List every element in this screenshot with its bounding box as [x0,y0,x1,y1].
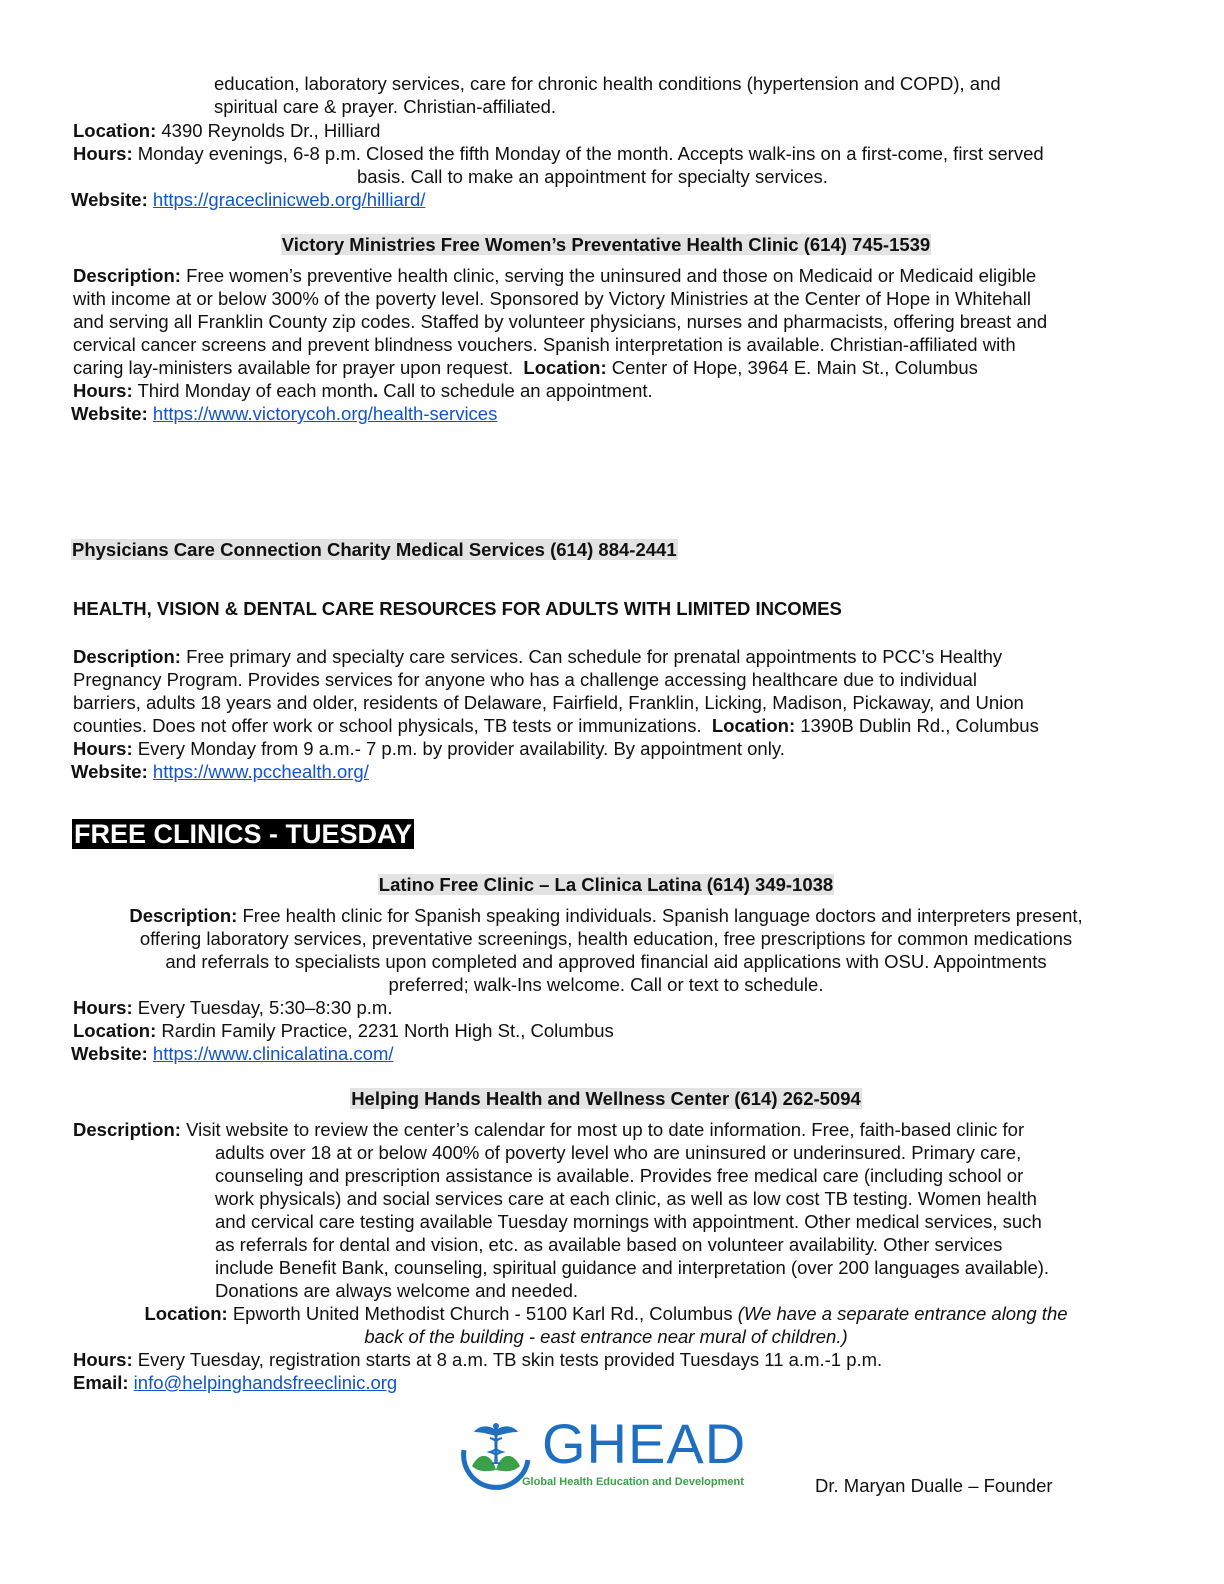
victory-website-link[interactable]: https://www.victorycoh.org/health-services [152,403,498,424]
location-value: Center of Hope, 3964 E. Main St., Columbus [611,357,978,378]
description-text: counties. Does not offer work or school physicals, TB tests or immunizations. [73,715,702,736]
ghead-logo [458,1412,758,1494]
victory-description-line: and serving all Franklin County zip codes. Staffed by volunteer physicians, nurses and pharmacists, offering breast and [73,311,1048,332]
website-label: Website: [71,761,148,782]
pcc-subtitle: HEALTH, VISION & DENTAL CARE RESOURCES FOR ADULTS WITH LIMITED INCOMES [73,598,842,619]
grace-hours [73,142,1044,165]
helping-description [73,1118,1024,1141]
pcc-description-line [73,714,1039,737]
victory-title: Victory Ministries Free Women’s Preventative Health Clinic (614) 745-1539 [281,234,931,255]
location-label: Location: [144,1303,228,1324]
grace-description-line: education, laboratory services, care for chronic health conditions (hypertension and COPD), and [214,73,1001,94]
pcc-description [73,645,1002,668]
grace-website-link[interactable]: https://graceclinicweb.org/hilliard/ [152,189,426,210]
helping-hours [73,1348,882,1371]
description-line: work physicals) and social services care at each clinic, as well as low cost TB testing. Women health [215,1188,1037,1209]
description-text: Free women’s preventive health clinic, serving the uninsured and those on Medicaid or Medicaid eligible [186,265,1037,286]
description-line: Donations are always welcome and needed. [215,1280,579,1301]
description-text: Visit website to review the center’s calendar for most up to date information. Free, faith-based clinic for [186,1119,1025,1140]
victory-description [73,264,1036,287]
pcc-description-line: Pregnancy Program. Provides services for anyone who has a challenge accessing healthcare due to individual [73,669,977,690]
pcc-title: Physicians Care Connection Charity Medical Services (614) 884-2441 [72,539,677,560]
latino-website-link[interactable]: https://www.clinicalatina.com/ [152,1043,394,1064]
latino-title: Latino Free Clinic – La Clinica Latina (614) 349-1038 [378,874,834,895]
tuesday-banner: FREE CLINICS - TUESDAY [74,819,413,849]
hours-label: Hours: [73,997,133,1018]
location-value: Epworth United Methodist Church - 5100 Karl Rd., Columbus [232,1303,733,1324]
location-label: Location: [73,1020,157,1041]
location-label: Location: [73,120,157,141]
victory-hours [73,379,653,402]
helping-email-link[interactable]: info@helpinghandsfreeclinic.org [133,1372,398,1393]
description-label: Description: [73,265,181,286]
helping-description-cont [215,1141,1049,1302]
description-text: Free health clinic for Spanish speaking individuals. Spanish language doctors and interpreters present, [242,905,1083,926]
location-note: (We have a separate entrance along the [737,1303,1068,1324]
hours-value: Every Tuesday, registration starts at 8 a.m. TB skin tests provided Tuesdays 11 a.m.-1 p.m. [137,1349,883,1370]
description-text: caring lay-ministers available for prayer upon request. [73,357,514,378]
helping-location [40,1302,1172,1348]
latino-location [73,1019,614,1042]
logo-tagline: Global Health Education and Development [522,1476,744,1488]
victory-website [71,402,497,425]
founder-credit: Dr. Maryan Dualle – Founder [815,1475,1053,1496]
pcc-description-line: barriers, adults 18 years and older, residents of Delaware, Fairfield, Franklin, Licking, Madison, Pickaway, and Union [73,692,1024,713]
helping-title: Helping Hands Health and Wellness Center (614) 262-5094 [351,1088,861,1109]
hours-rest: Call to schedule an appointment. [378,380,653,401]
location-value: 1390B Dublin Rd., Columbus [800,715,1039,736]
location-value: 4390 Reynolds Dr., Hilliard [161,120,381,141]
description-line: preferred; walk-Ins welcome. Call or text to schedule. [388,974,824,995]
grace-description-line: spiritual care & prayer. Christian-affiliated. [214,96,557,117]
hours-label: Hours: [73,1349,133,1370]
description-line: include Benefit Bank, counseling, spiritual guidance and interpretation (over 200 languages available). [215,1257,1050,1278]
website-label: Website: [71,189,148,210]
grace-hours-cont: basis. Call to make an appointment for specialty services. [357,166,828,187]
hours-label: Hours: [73,738,133,759]
hours-value: Third Monday of each month [137,380,373,401]
pcc-website [71,760,369,783]
description-line: counseling and prescription assistance is available. Provides free medical care (including school or [215,1165,1024,1186]
description-line: as referrals for dental and vision, etc. as available based on volunteer availability. Other services [215,1234,1003,1255]
latino-description [40,904,1172,996]
hours-value: Every Monday from 9 a.m.- 7 p.m. by provider availability. By appointment only. [137,738,785,759]
description-line: adults over 18 at or below 400% of poverty level who are uninsured or underinsured. Primary care, [215,1142,1022,1163]
latino-hours [73,996,392,1019]
pcc-website-link[interactable]: https://www.pcchealth.org/ [152,761,369,782]
hours-label: Hours: [73,380,133,401]
logo-wordmark: GHEAD [542,1412,747,1475]
description-line: and referrals to specialists upon completed and approved financial aid applications with OSU. Appointments [165,951,1047,972]
victory-description-line: with income at or below 300% of the poverty level. Sponsored by Victory Ministries at the Center of Hope in Whitehall [73,288,1032,309]
grace-website [71,188,425,211]
helping-email [73,1371,397,1394]
description-label: Description: [73,646,181,667]
latino-website [71,1042,394,1065]
location-note-cont: back of the building - east entrance near mural of children.) [364,1326,848,1347]
location-value: Rardin Family Practice, 2231 North High St., Columbus [161,1020,614,1041]
hours-value: Monday evenings, 6-8 p.m. Closed the fifth Monday of the month. Accepts walk-ins on a first-come, first served [137,143,1044,164]
description-text: Free primary and specialty care services. Can schedule for prenatal appointments to PCC’s Healthy [186,646,1003,667]
email-label: Email: [73,1372,129,1393]
hours-label: Hours: [73,143,133,164]
victory-description-line: cervical cancer screens and prevent blindness vouchers. Spanish interpretation is available. Christian-affiliated with [73,334,1016,355]
pcc-hours [73,737,785,760]
grace-location [73,119,380,142]
website-label: Website: [71,403,148,424]
hours-dot: . [372,380,379,401]
description-label: Description: [73,1119,181,1140]
description-line: and cervical care testing available Tuesday mornings with appointment. Other medical services, such [215,1211,1042,1232]
location-label: Location: [711,715,796,736]
hours-value: Every Tuesday, 5:30–8:30 p.m. [137,997,393,1018]
website-label: Website: [71,1043,148,1064]
victory-description-line [73,356,978,379]
location-label: Location: [523,357,607,378]
description-label: Description: [129,905,238,926]
description-line: offering laboratory services, preventative screenings, health education, free prescriptions for common medications [139,928,1073,949]
